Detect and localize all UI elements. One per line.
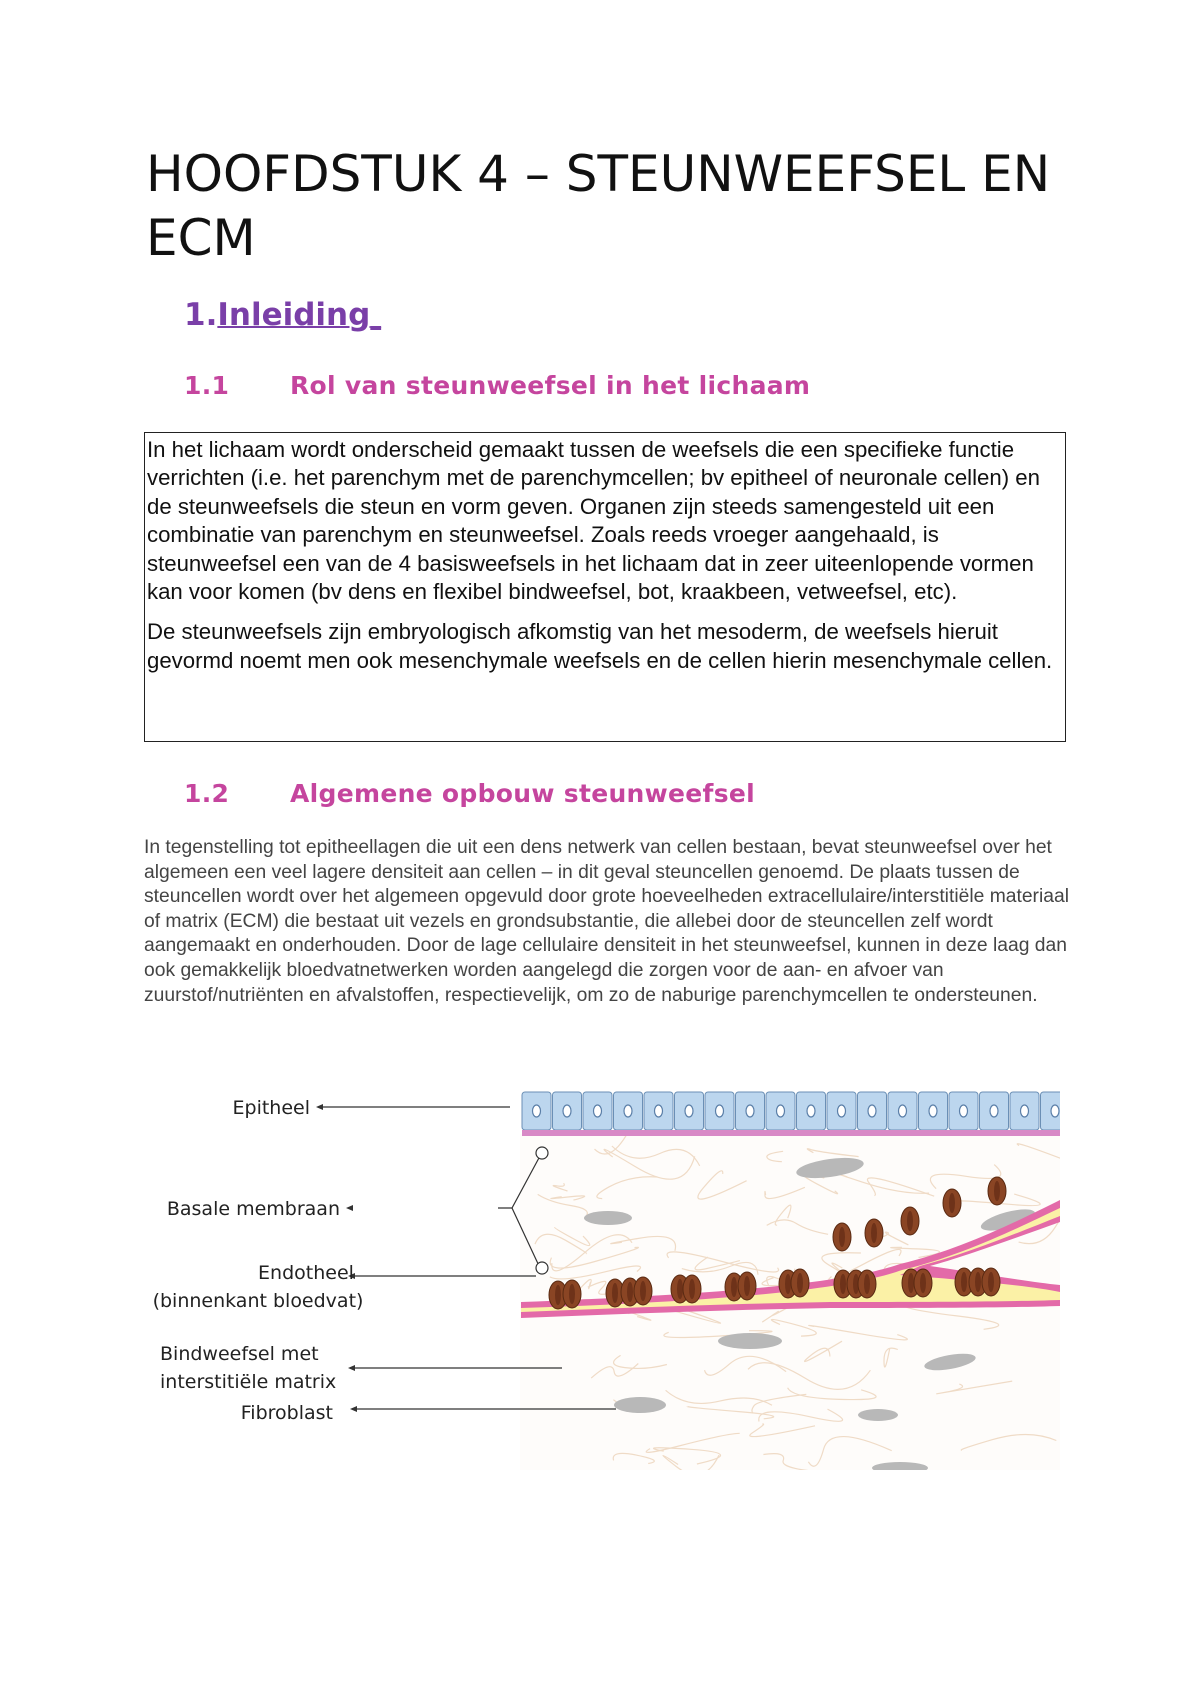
leader-marker <box>536 1147 548 1159</box>
cell-nucleus <box>929 1105 937 1117</box>
erythrocyte-center <box>907 1211 913 1231</box>
label-endotheel-sub: (binnenkant bloedvat) <box>152 1290 364 1312</box>
erythrocyte-center <box>689 1279 695 1299</box>
erythrocyte-center <box>731 1277 737 1297</box>
fibroblast-cell <box>718 1333 782 1349</box>
section-label: Inleiding <box>217 297 371 333</box>
basal-membrane <box>522 1130 1060 1136</box>
cell-nucleus <box>868 1105 876 1117</box>
cell-nucleus <box>594 1105 602 1117</box>
subsection-number: 1.2 <box>184 779 230 808</box>
arrow-icon <box>350 1406 357 1412</box>
erythrocyte-center <box>555 1285 561 1305</box>
erythrocyte-center <box>920 1273 926 1293</box>
erythrocyte-center <box>988 1272 994 1292</box>
cell-nucleus <box>899 1105 907 1117</box>
erythrocyte-center <box>840 1274 846 1294</box>
erythrocyte-center <box>677 1279 683 1299</box>
cell-nucleus <box>807 1105 815 1117</box>
erythrocyte-center <box>785 1274 791 1294</box>
subsection-number: 1.1 <box>184 371 230 400</box>
fibroblast-cell <box>858 1409 898 1421</box>
cell-nucleus <box>990 1105 998 1117</box>
label-bindweefsel: Bindweefsel met <box>160 1343 319 1365</box>
cell-nucleus <box>655 1105 663 1117</box>
erythrocyte-center <box>949 1193 955 1213</box>
cell-nucleus <box>685 1105 693 1117</box>
fibroblast-cell <box>584 1211 632 1225</box>
subsection-label: Algemene opbouw steunweefsel <box>290 779 756 808</box>
subsection-heading-1-1 <box>184 371 810 400</box>
cell-nucleus <box>746 1105 754 1117</box>
cell-nucleus <box>777 1105 785 1117</box>
erythrocyte-center <box>975 1272 981 1292</box>
body-paragraph: In tegenstelling tot epitheellagen die uit een dens netwerk van cellen bestaan, bevat steunweefsel over het algemeen een veel lagere densiteit aan cellen – in dit geval steuncellen genoemd. De plaats tussen de steuncellen wordt over het algemeen opgevuld door grote hoeveelheden extracellulaire/interstitiële materiaal of matrix (ECM) die bestaat uit vezels en grondsubstantie, die allebei door de steuncellen zelf wordt aangemaakt en onderhouden. Door de lage cellulaire densiteit in het steunweefsel, kunnen in deze laag dan ook gemakkelijk bloedvatnetwerken worden aangelegd die zorgen voor de aan- en afvoer van zuurstof/nutriënten en afvalstoffen, respectievelijk, om zo de naburige parenchymcellen te ondersteunen. <box>144 837 1069 1006</box>
arrow-icon <box>346 1205 353 1211</box>
cell-nucleus <box>533 1105 541 1117</box>
cell-nucleus <box>838 1105 846 1117</box>
fibroblast-cell <box>614 1397 666 1413</box>
cell-nucleus <box>716 1105 724 1117</box>
label-fibroblast: Fibroblast <box>240 1402 333 1424</box>
cell-nucleus <box>563 1105 571 1117</box>
epithelium-layer <box>522 1092 1060 1130</box>
label-endotheel: Endotheel <box>258 1262 354 1284</box>
cell-nucleus <box>1051 1105 1059 1117</box>
bordered-text-box <box>144 432 1066 742</box>
erythrocyte-center <box>961 1272 967 1292</box>
erythrocyte-center <box>627 1282 633 1302</box>
cell-nucleus <box>624 1105 632 1117</box>
erythrocyte-center <box>569 1284 575 1304</box>
cell-nucleus <box>960 1105 968 1117</box>
erythrocyte-center <box>908 1273 914 1293</box>
box-paragraph-1: In het lichaam wordt onderscheid gemaakt tussen de weefsels die een specifieke functie verrichten (i.e. het parenchym met de parenchymcellen; bv epitheel of neuronale cellen) en de steunweefsels die steun en vorm geven. Organen zijn steeds samengesteld uit een combinatie van parenchym en steunweefsel. Zoals reeds vroeger aangehaald, is steunweefsel een van de 4 basisweefsels in het lichaam dat in zeer uiteenlopende vormen kan voor komen (bv dens en flexibel bindweefsel, bot, kraakbeen, vetweefsel, etc). <box>147 437 1040 605</box>
leader-marker <box>536 1262 548 1274</box>
erythrocyte-center <box>994 1181 1000 1201</box>
page-title: HOOFDSTUK 4 – STEUNWEEFSEL EN ECM <box>146 145 1051 267</box>
erythrocyte-center <box>744 1276 750 1296</box>
label-arrowheads <box>316 1104 357 1412</box>
label-basale-membraan: Basale membraan <box>166 1198 340 1220</box>
erythrocyte-center <box>839 1227 845 1247</box>
label-epitheel: Epitheel <box>232 1097 310 1119</box>
erythrocyte-center <box>797 1273 803 1293</box>
label-interstitiele-matrix: interstitiële matrix <box>160 1371 337 1393</box>
erythrocyte-center <box>640 1281 646 1301</box>
erythrocyte-center <box>871 1223 877 1243</box>
subsection-label: Rol van steunweefsel in het lichaam <box>290 371 811 400</box>
cell-nucleus <box>1021 1105 1029 1117</box>
arrow-icon <box>316 1104 323 1110</box>
figure-labels <box>153 1097 364 1424</box>
box-paragraph-2: De steunweefsels zijn embryologisch afkomstig van het mesoderm, de weefsels hieruit gevormd noemt men ook mesenchymale weefsels en de cellen hierin mesenchymale cellen. <box>147 619 1053 673</box>
section-number: 1. <box>184 297 218 333</box>
arrow-icon <box>348 1365 355 1371</box>
connective-tissue-figure <box>140 1070 1060 1470</box>
subsection-heading-1-2 <box>184 779 755 808</box>
erythrocyte-center <box>612 1283 618 1303</box>
erythrocyte-center <box>864 1274 870 1294</box>
section-heading-inleiding <box>184 297 381 333</box>
